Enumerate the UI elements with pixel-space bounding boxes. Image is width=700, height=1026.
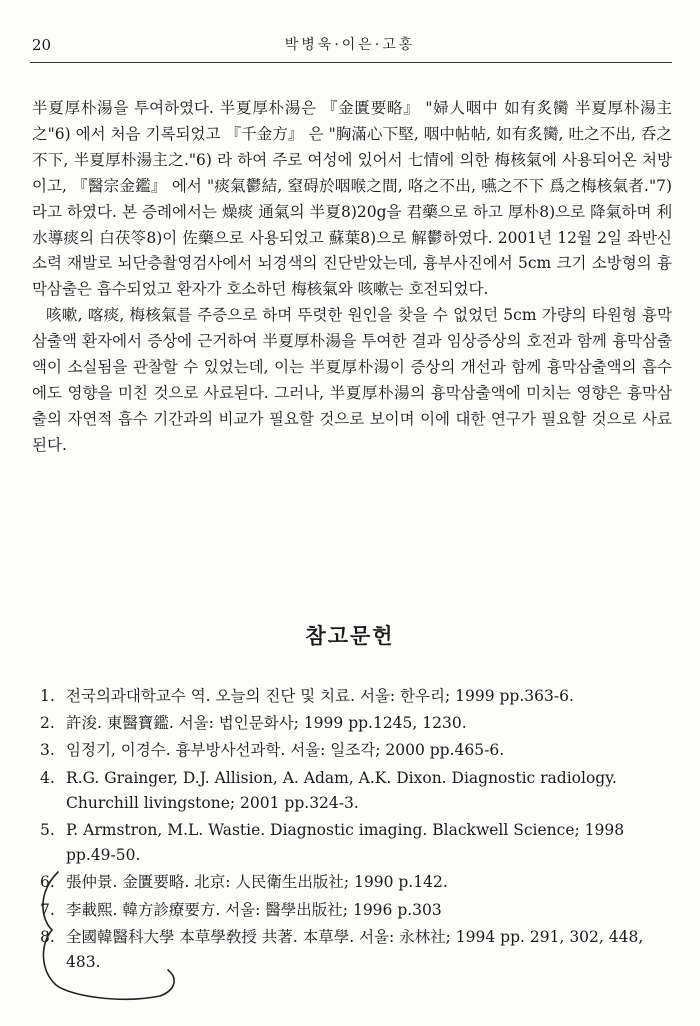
reference-item [40,898,672,923]
reference-number: 2. [40,714,55,733]
reference-number: 4. [40,768,55,787]
reference-text: 전국의과대학교수 역. 오늘의 진단 및 치료. 서울: 한우리; 1999 pp.363-6. [66,687,574,705]
reference-text: 張仲景. 金匱要略. 北京: 人民衛生出版社; 1990 p.142. [66,873,448,892]
reference-text: 全國韓醫科大學 本草學敎授 共著. 本草學. 서울: 永林社; 1994 pp. 291, 302, 448, 483. [66,927,644,972]
reference-item [40,925,672,975]
reference-number: 3. [40,741,55,760]
reference-number: 5. [40,821,55,840]
reference-text: R.G. Grainger, D.J. Allision, A. Adam, A.K. Dixon. Diagnostic radiology. Churchill livingstone; 2001 pp.324-3. [66,768,617,812]
reference-number: 8. [40,927,55,946]
reference-item [40,818,672,868]
reference-list [40,684,672,977]
reference-text: P. Armstron, M.L. Wastie. Diagnostic imaging. Blackwell Science; 1998 pp.49-50. [66,821,625,865]
reference-number: 6. [40,873,55,892]
reference-text: 임정기, 이경수. 흉부방사선과학. 서울: 일조각; 2000 pp.465-6. [66,741,505,760]
paragraph: 咳嗽, 喀痰, 梅核氣를 주증으로 하며 뚜렷한 원인을 찾을 수 없었던 5cm 가량의 타원형 흉막삼출액 환자에서 증상에 근거하여 半夏厚朴湯을 투여한 결과 임상증상의 호전과 함께 흉막삼출액이 소실됨을 관찰할 수 있었는데, 이는 半夏厚朴湯이 증상의 개선과 함께 흉막삼출액의 흡수에도 영향을 미친 것으로 사료된다. 그러나, 半夏厚朴湯의 흉막삼출액에 미치는 영향은 흉막삼출의 자연적 흡수 기간과의 비교가 필요할 것으로 보이며 이에 대한 연구가 필요할 것으로 사료된다. [32,306,672,454]
header-rule [30,62,672,63]
reference-text: 李載熙. 韓方診療要方. 서울: 醫學出版社; 1996 p.303 [66,900,442,919]
reference-item [40,684,672,709]
reference-text: 許浚. 東醫寶鑑. 서울: 법인문화사; 1999 pp.1245, 1230. [66,714,467,733]
reference-item [40,738,672,763]
body-text [32,96,672,459]
reference-number: 7. [40,900,55,919]
reference-item [40,711,672,736]
reference-item [40,766,672,816]
page-number: 20 [32,36,52,54]
reference-item [40,870,672,895]
paragraph: 半夏厚朴湯을 투여하였다. 半夏厚朴湯은 『金匱要略』 "婦人咽中 如有炙臠 半夏厚朴湯主之"6) 에서 처음 기록되었고 『千金方』 은 "胸滿心下堅, 咽中帖帖, 如有炙臠, 吐之不出, 呑之不下, 半夏厚朴湯主之."6) 라 하여 주로 여성에 있어서 七情에 의한 梅核氣에 사용되어온 처방이고, 『醫宗金鑑』 에서 "痰氣鬱結, 窒碍於咽喉之間, 咯之不出, 嚥之不下 爲之梅核氣者."7) 라고 하였다. 본 증례에서는 燥痰 通氣의 半夏8)20g을 君藥으로 하고 厚朴8)으로 降氣하며 利水導痰의 白茯笭8)이 佐藥으로 사용되었고 蘇葉8)으로 解鬱하였다. 2001년 12월 2일 좌반신소력 재발로 뇌단층촬영검사에서 뇌경색의 진단받았는데, 흉부사진에서 5cm 크기 소방형의 흉막삼출은 흡수되었고 환자가 호소하던 梅核氣와 咳嗽는 호전되었다. [32,99,672,299]
references-heading: 참고문헌 [305,623,395,648]
reference-number: 1. [40,687,55,705]
running-head-authors: 박병욱·이은·고홍 [284,37,416,53]
